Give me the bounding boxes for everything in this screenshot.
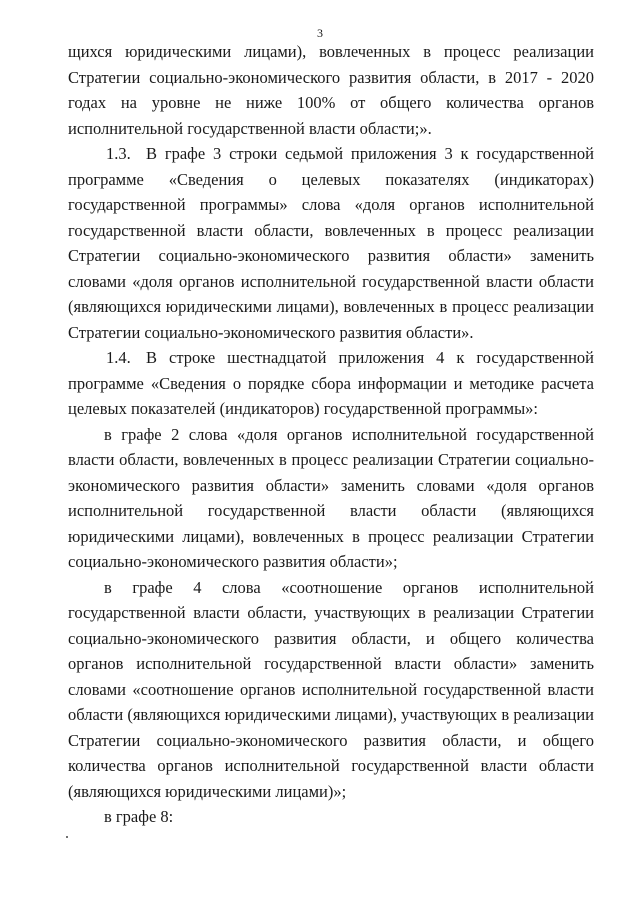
document-body bbox=[68, 39, 594, 830]
item-number: 1.4. bbox=[106, 348, 131, 367]
item-number: 1.3. bbox=[106, 144, 131, 163]
scan-speck bbox=[66, 836, 68, 838]
paragraph-text: В строке шестнадцатой приложения 4 к государственной программе «Сведения о порядке сбора информации и методике расчета целевых показателей (индикаторов) государственной программы»: bbox=[68, 348, 594, 418]
paragraph-column-8: в графе 8: bbox=[104, 807, 174, 826]
paragraph-item-1-4 bbox=[68, 345, 594, 422]
paragraph-column-4: в графе 4 слова «соотношение органов исполнительной государственной власти области, участвующих в реализации Стратегии социально-экономического развития области, и общего количества органов исполнительной государственной власти области» заменить словами «соотношение органов исполнительной государственной власти области (являющихся юридическими лицами), участвующих в реализации Стратегии социально-экономического развития области, и общего количества органов исполнительной государственной власти области (являющихся юридическими лицами)»; bbox=[68, 577, 594, 801]
paragraph-column-2: в графе 2 слова «доля органов исполнительной государственной власти области, вовлеченных в процесс реализации Стратегии социально-экономического развития области» заменить словами «доля органов исполнительной государственной власти области (являющихся юридическими лицами), вовлеченных в процесс реализации Стратегии социально-экономического развития области»; bbox=[68, 424, 594, 571]
page-number: 3 bbox=[317, 26, 323, 40]
paragraph-item-1-3 bbox=[68, 141, 594, 345]
paragraph-continuation: щихся юридическими лицами), вовлеченных в процесс реализации Стратегии социально-экономического развития области, в 2017 - 2020 годах на уровне не ниже 100% от общего количества органов исполнительной государственной власти области;». bbox=[68, 42, 594, 138]
paragraph-text: В графе 3 строки седьмой приложения 3 к государственной программе «Сведения о целевых показателях (индикаторах) государственной программы» слова «доля органов исполнительной государственной власти области, вовлеченных в процесс реализации Стратегии социально-экономического развития области» заменить словами «доля органов исполнительной государственной власти области (являющихся юридическими лицами), вовлеченных в процесс реализации Стратегии социально-экономического развития области». bbox=[68, 144, 594, 342]
